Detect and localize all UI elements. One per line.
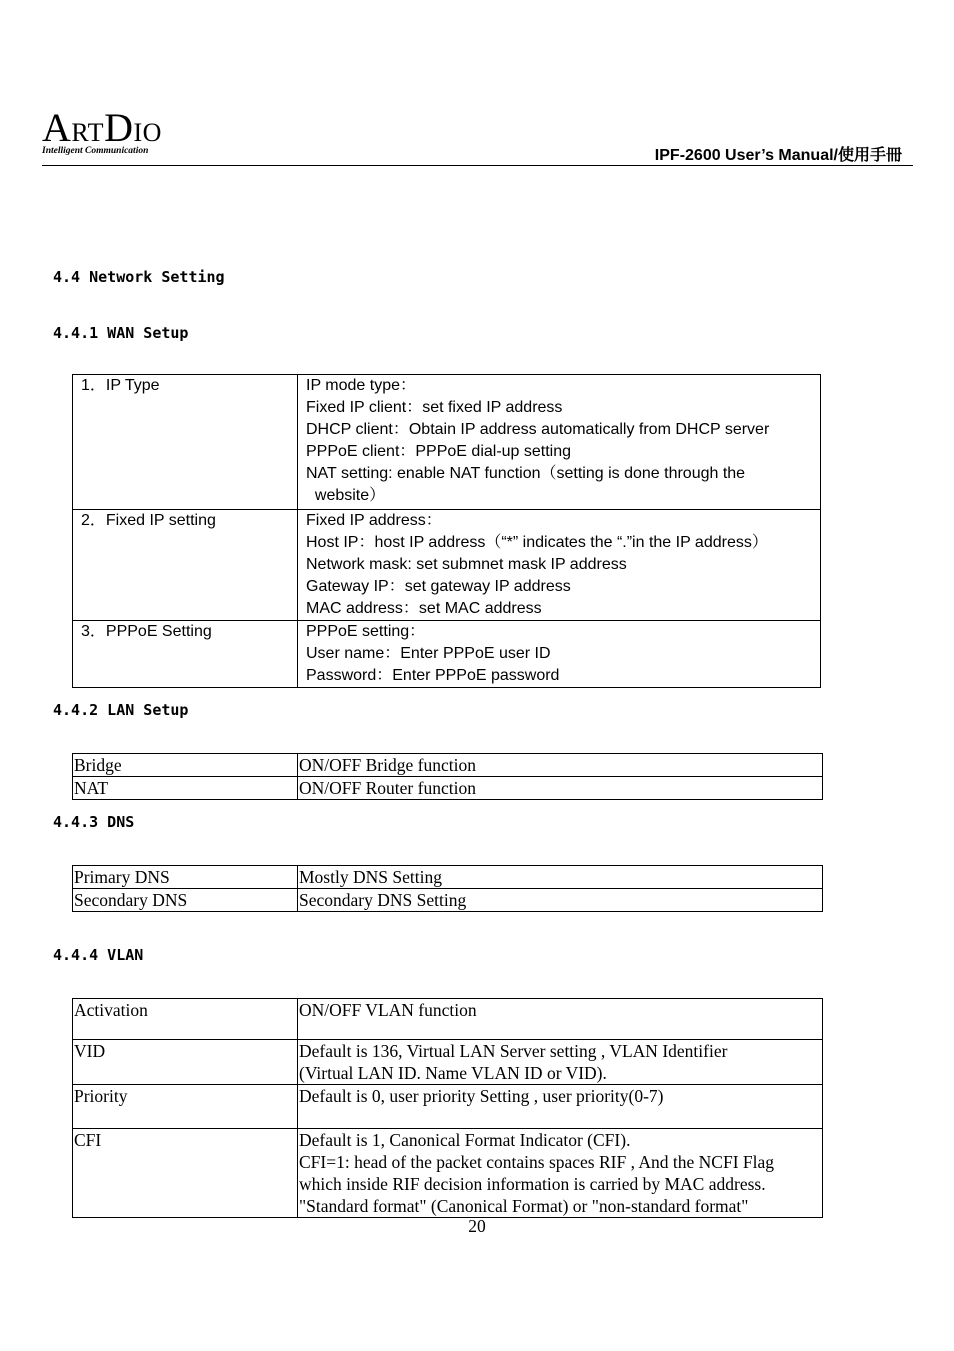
table-cell-label: Bridge (73, 754, 298, 777)
table-cell-desc: Mostly DNS Setting (298, 866, 823, 889)
table-row (73, 375, 821, 510)
section-heading-wan-setup: 4.4.1 WAN Setup (53, 324, 189, 342)
table-row (73, 777, 823, 800)
table-row (73, 754, 823, 777)
lan-setup-table (72, 753, 823, 800)
table-cell-label: 3．PPPoE Setting (73, 621, 298, 688)
logo-tagline: Intelligent Communication (42, 146, 149, 156)
table-cell-label: Priority (73, 1085, 298, 1129)
artdio-logo (42, 105, 182, 160)
table-cell-label: CFI (73, 1129, 298, 1218)
table-cell-desc: PPPoE setting： User name：Enter PPPoE user ID Password：Enter PPPoE password (298, 621, 821, 688)
table-row (73, 621, 821, 688)
table-cell-label: Primary DNS (73, 866, 298, 889)
table-row (73, 889, 823, 912)
table-cell-desc: ON/OFF Bridge function (298, 754, 823, 777)
manual-title: IPF-2600 User’s Manual/使用手冊 (654, 147, 902, 164)
header-divider (42, 165, 913, 166)
table-row (73, 866, 823, 889)
table-cell-desc: Default is 136, Virtual LAN Server setting , VLAN Identifier (Virtual LAN ID. Name VLAN ID or VID). (298, 1040, 823, 1085)
table-row (73, 510, 821, 621)
wan-setup-table (72, 374, 821, 688)
page-number: 20 (468, 1216, 486, 1236)
table-cell-label: 2．Fixed IP setting (73, 510, 298, 621)
table-cell-label: 1．IP Type (73, 375, 298, 510)
section-heading-network-setting: 4.4 Network Setting (53, 268, 225, 286)
table-row (73, 1129, 823, 1218)
table-cell-desc: ON/OFF VLAN function (298, 999, 823, 1040)
section-heading-lan-setup: 4.4.2 LAN Setup (53, 701, 189, 719)
table-cell-desc: ON/OFF Router function (298, 777, 823, 800)
table-cell-desc: Fixed IP address： Host IP：host IP address（“*” indicates the “.”in the IP address） Network mask: set submnet mask IP address Gateway IP：set gateway IP address MAC address：set MAC address (298, 510, 821, 621)
section-heading-vlan: 4.4.4 VLAN (53, 946, 144, 964)
table-cell-label: Secondary DNS (73, 889, 298, 912)
table-cell-desc: IP mode type： Fixed IP client：set fixed IP address DHCP client：Obtain IP address automatically from DHCP server PPPoE client：PPPoE dial-up setting NAT setting: enable NAT function（setting is done through the website） (298, 375, 821, 510)
table-cell-desc: Secondary DNS Setting (298, 889, 823, 912)
table-cell-label: Activation (73, 999, 298, 1040)
table-row (73, 1085, 823, 1129)
table-cell-desc: Default is 1, Canonical Format Indicator (CFI). CFI=1: head of the packet contains spaces RIF , And the NCFI Flag which inside RIF decision information is carried by MAC address. "Standard format" (Canonical Format) or "non-standard format" (298, 1129, 823, 1218)
table-cell-label: NAT (73, 777, 298, 800)
logo-wordmark: ARTDIO (42, 105, 162, 150)
dns-table (72, 865, 823, 912)
table-cell-desc: Default is 0, user priority Setting , user priority(0-7) (298, 1085, 823, 1129)
table-row (73, 1040, 823, 1085)
table-row (73, 999, 823, 1040)
vlan-table (72, 998, 823, 1218)
section-heading-dns: 4.4.3 DNS (53, 813, 135, 831)
table-cell-label: VID (73, 1040, 298, 1085)
